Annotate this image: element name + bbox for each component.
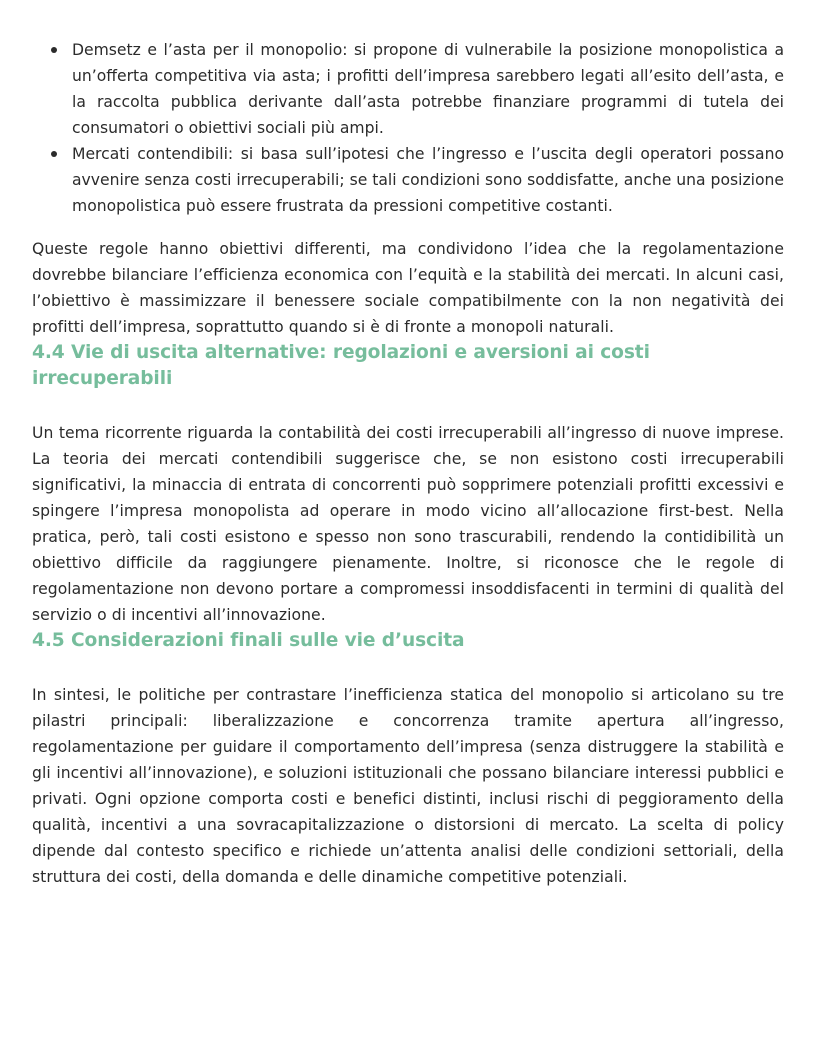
list-item — [72, 141, 784, 219]
list-item — [72, 37, 784, 141]
bullet-icon — [51, 151, 57, 157]
section-paragraph-4-4: Un tema ricorrente riguarda la contabilità dei costi irrecuperabili all’ingresso di nuove imprese. La teoria dei mercati contendibili suggerisce che, se non esistono costi irrecuperabili significativi, la minaccia di entrata di concorrenti può sopprimere potenziali profitti excessivi e spingere l’impresa monopolista ad operare in modo vicino all’allocazione first-best. Nella pratica, però, tali costi esistono e spesso non sono trascurabili, rendendo la contidibilità un obiettivo difficile da raggiungere pienamente. Inoltre, si riconosce che le regole di regolamentazione non devono portare a compromessi insoddisfacenti in termini di qualità del servizio o di incentivi all’innovazione. — [32, 424, 784, 624]
section-paragraph-4-5: In sintesi, le politiche per contrastare l’inefficienza statica del monopolio si articolano su tre pilastri principali: liberalizzazione e concorrenza tramite apertura all’ingresso, regolamentazione per guidare il comportamento dell’impresa (senza distruggere la stabilità e gli incentivi all’innovazione), e soluzioni istituzionali che possano bilanciare interessi pubblici e privati. Ogni opzione comporta costi e benefici distinti, inclusi rischi di peggioramento della qualità, incentivi a una sovracapitalizzazione o distorsioni di mercato. La scelta di policy dipende dal contesto specifico e richiede un’attenta analisi delle condizioni settoriali, della struttura dei costi, della domanda e delle dinamiche competitive potenziali. — [32, 686, 784, 886]
section-heading-4-4: 4.4 Vie di uscita alternative: regolazioni e aversioni ai costi irrecuperabili — [32, 342, 650, 389]
list-item-text: Mercati contendibili: si basa sull’ipotesi che l’ingresso e l’uscita degli operatori possano avvenire senza costi irrecuperabili; se tali condizioni sono soddisfatte, anche una posizione monopolistica può essere frustrata da pressioni competitive costanti. — [72, 145, 784, 215]
intro-paragraph: Queste regole hanno obiettivi differenti, ma condividono l’idea che la regolamentazione dovrebbe bilanciare l’efficienza economica con l’equità e la stabilità dei mercati. In alcuni casi, l’obiettivo è massimizzare il benessere sociale compatibilmente con la non negatività dei profitti dell’impresa, soprattutto quando si è di fronte a monopoli naturali. — [32, 240, 784, 336]
section-heading-4-5: 4.5 Considerazioni finali sulle vie d’uscita — [32, 630, 465, 651]
bullet-list — [32, 37, 784, 219]
list-item-text: Demsetz e l’asta per il monopolio: si propone di vulnerabile la posizione monopolistica a un’offerta competitiva via asta; i profitti dell’impresa sarebbero legati all’esito dell’asta, e la raccolta pubblica derivante dall’asta potrebbe finanziare programmi di tutela dei consumatori o obiettivi sociali più ampi. — [72, 41, 784, 137]
bullet-icon — [51, 47, 57, 53]
